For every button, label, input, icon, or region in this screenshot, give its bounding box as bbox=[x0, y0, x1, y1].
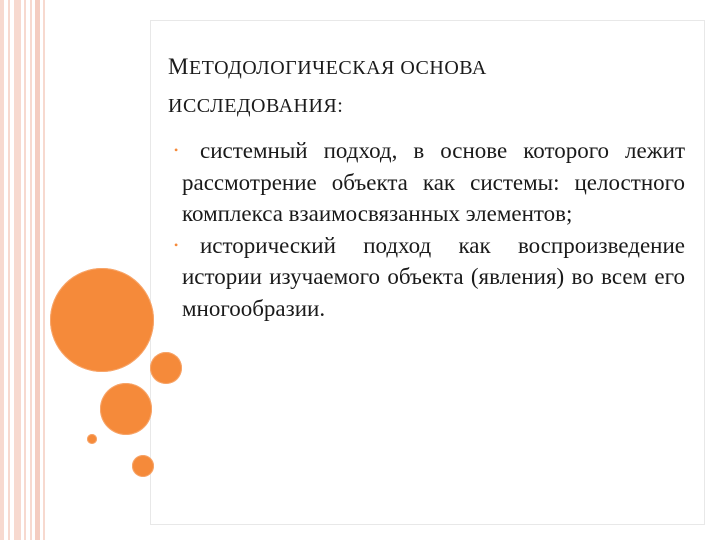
decorative-stripe bbox=[24, 0, 26, 540]
decorative-circle-small bbox=[150, 352, 182, 384]
bullet-text: системный подход, в основе которого лежит рассмотрение объекта как системы: целостного комплекса взаимосвязанных элементов; bbox=[182, 138, 685, 226]
bullet-icon: • bbox=[174, 143, 179, 157]
decorative-circle-large bbox=[50, 268, 154, 372]
title-first-letter: М bbox=[168, 54, 189, 79]
bullet-item bbox=[174, 135, 685, 230]
decorative-stripe bbox=[14, 0, 21, 540]
decorative-stripe bbox=[0, 0, 4, 540]
title-rest: ЕТОДОЛОГИЧЕСКАЯ ОСНОВА bbox=[188, 57, 487, 79]
slide-title bbox=[168, 48, 688, 125]
decorative-stripe bbox=[30, 0, 32, 540]
decorative-circle-small bbox=[132, 455, 154, 477]
title-line-1 bbox=[168, 48, 688, 87]
decorative-circle-medium bbox=[100, 383, 152, 435]
bullet-text: исторический подход как воспроизведение истории изучаемого объекта (явления) во всем его многообразии. bbox=[182, 232, 685, 321]
decorative-stripe bbox=[35, 0, 40, 540]
decorative-stripe bbox=[43, 0, 45, 540]
slide-body bbox=[174, 135, 685, 324]
title-line-2: ИССЛЕДОВАНИЯ: bbox=[168, 95, 344, 117]
bullet-item bbox=[174, 230, 685, 325]
bullet-icon: • bbox=[174, 237, 179, 252]
decorative-circle-tiny bbox=[87, 434, 97, 444]
decorative-stripe bbox=[8, 0, 10, 540]
